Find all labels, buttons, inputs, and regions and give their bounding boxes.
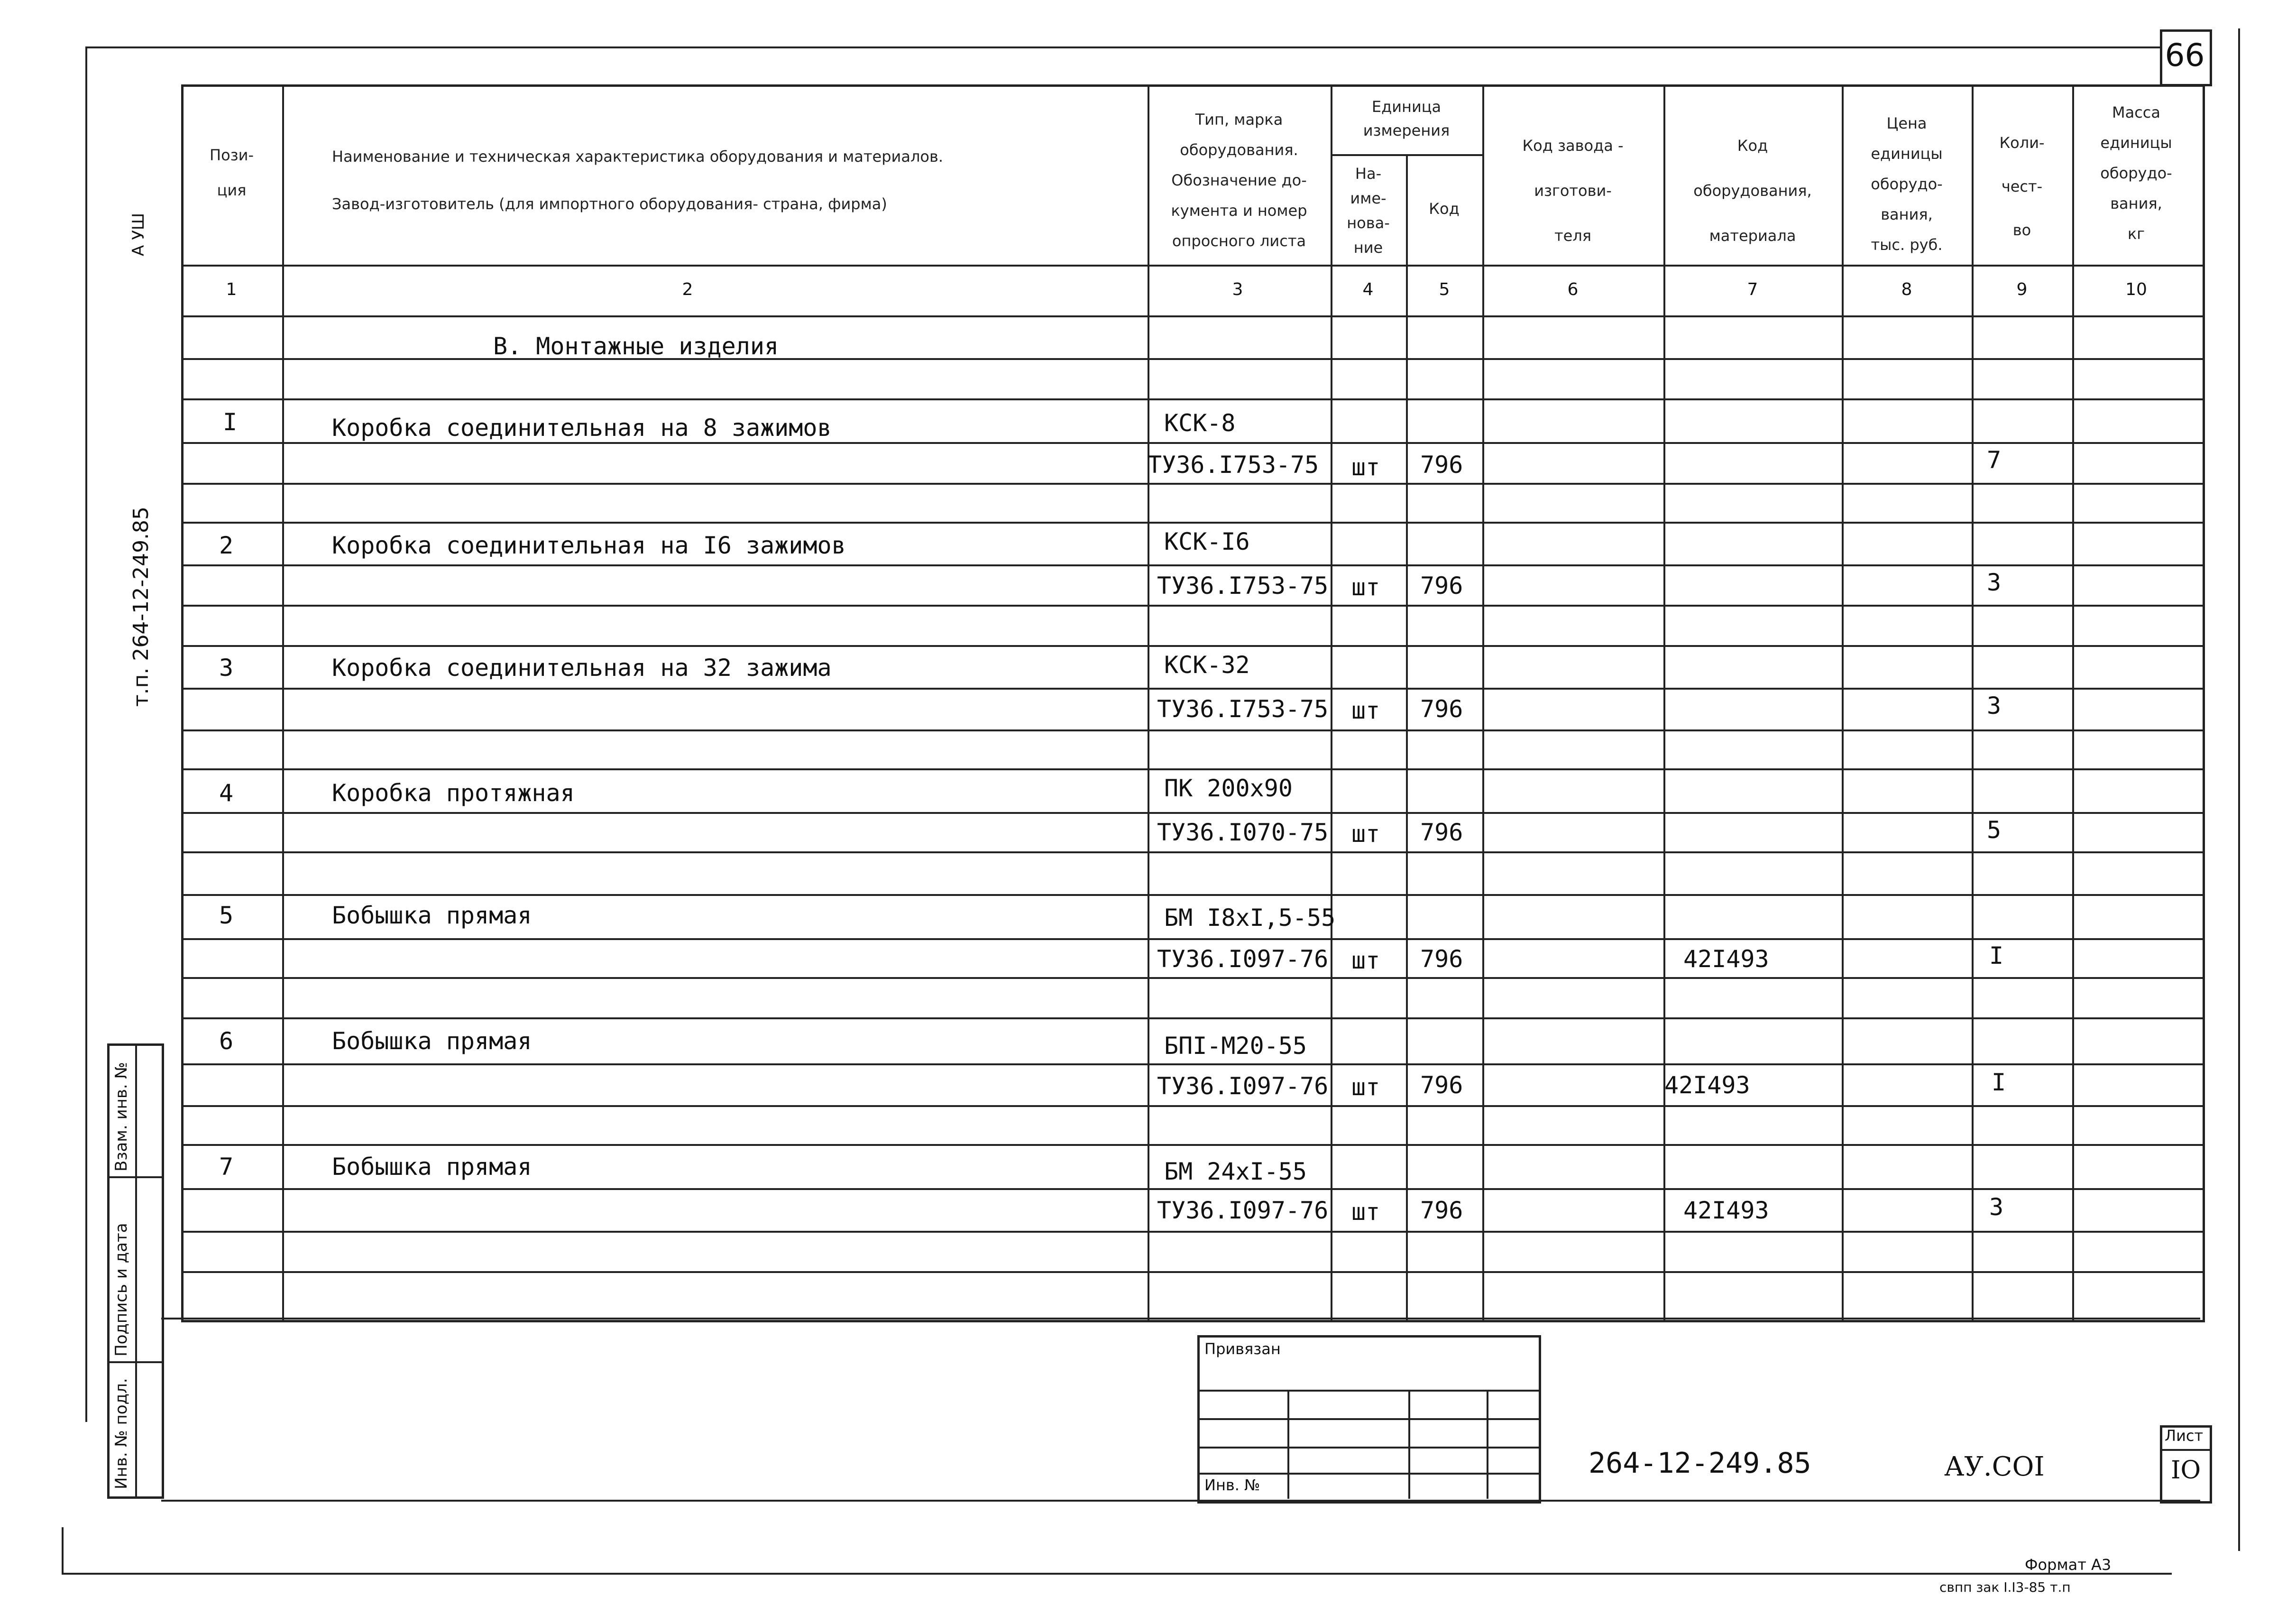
item-pos: 6 <box>219 1027 234 1055</box>
row-line <box>181 398 2204 400</box>
row-line <box>181 442 2204 444</box>
item-doc: ТУ36.I097-76 <box>1157 1197 1329 1224</box>
order-label: свпп зак I.I3-85 т.п <box>1939 1579 2071 1595</box>
row-line <box>181 1271 2204 1273</box>
header-unit-name: На- име- нова- ние <box>1347 165 1390 257</box>
row-line <box>181 768 2204 770</box>
item-qty: 3 <box>1987 692 2002 720</box>
inv-no-label: Инв. № <box>1204 1476 1260 1494</box>
item-unit: шт <box>1351 947 1380 974</box>
header-pos: Пози- ция <box>210 146 254 199</box>
list-number: IO <box>2171 1456 2201 1485</box>
header-factory-code: Код завода - изготови- теля <box>1522 137 1624 245</box>
item-doc: ТУ36.I097-76 <box>1157 945 1329 973</box>
row-line <box>181 1017 2204 1019</box>
item-type: БПI-М20-55 <box>1164 1032 1307 1060</box>
item-mat-code: 42I493 <box>1664 1071 1750 1099</box>
item-name: Коробка соединительная на I6 зажимов <box>332 532 846 559</box>
item-pos: 5 <box>219 902 234 929</box>
header-unit-code: Код <box>1429 200 1460 218</box>
doc-mark: АУ.СОI <box>1944 1451 2045 1482</box>
item-doc: ТУ36.I753-75 <box>1157 695 1329 723</box>
item-unit: шт <box>1351 820 1380 848</box>
item-qty: 3 <box>1989 1193 2004 1221</box>
row-line <box>181 1063 2204 1065</box>
item-doc: ТУ36.I753-75 <box>1148 451 1319 479</box>
list-label: Лист <box>2165 1427 2204 1445</box>
privyazan-divider-1 <box>1287 1390 1289 1499</box>
header-name: Наименование и техническая характеристика оборудования и материалов. Завод-изготовитель (для импортного оборудования- страна, фирма) <box>332 148 943 213</box>
item-name: Коробка соединительная на 8 зажимов <box>332 414 832 442</box>
col-number: 2 <box>682 280 693 299</box>
header-type: Тип, марка оборудования. Обозначение до- кумента и номер опросного листа <box>1171 111 1307 250</box>
col-divider-3 <box>1331 84 1332 1320</box>
format-label: Формат А3 <box>2025 1556 2112 1574</box>
col-divider-5 <box>1482 84 1484 1320</box>
item-unit: шт <box>1351 1073 1380 1101</box>
item-doc: ТУ36.I753-75 <box>1157 572 1329 600</box>
row-line <box>181 1231 2204 1233</box>
privyazan-divider-3 <box>1487 1390 1488 1499</box>
outer-bottom-border <box>62 1573 2172 1575</box>
col-divider-8 <box>1972 84 1974 1320</box>
col-divider-1 <box>282 84 284 1320</box>
privyazan-label: Привязан <box>1204 1340 1281 1358</box>
row-line <box>181 1188 2204 1190</box>
item-name: Коробка соединительная на 32 зажима <box>332 654 832 682</box>
item-unit: шт <box>1351 697 1380 724</box>
header-price: Цена единицы оборудо- вания, тыс. руб. <box>1871 114 1943 254</box>
col-number: 3 <box>1232 280 1243 299</box>
side-stamp-divider <box>135 1043 137 1496</box>
item-qty: 7 <box>1987 446 2002 474</box>
side-stamp-line-2 <box>107 1361 162 1363</box>
list-box-divider <box>2160 1449 2210 1451</box>
col-numbers-bottom-line <box>181 315 2204 317</box>
col-divider-7 <box>1842 84 1844 1320</box>
row-line <box>181 894 2204 896</box>
item-code: 796 <box>1420 1197 1463 1224</box>
col-divider-9 <box>2072 84 2074 1320</box>
outer-left-lower <box>62 1527 64 1573</box>
row-line <box>181 729 2204 731</box>
item-code: 796 <box>1420 1071 1463 1099</box>
item-code: 796 <box>1420 945 1463 973</box>
item-unit: шт <box>1351 573 1380 601</box>
item-name: Бобышка прямая <box>332 1153 532 1181</box>
col-divider-6 <box>1663 84 1665 1320</box>
row-line <box>181 851 2204 853</box>
item-name: Бобышка прямая <box>332 1027 532 1055</box>
row-line <box>181 483 2204 485</box>
item-code: 796 <box>1420 451 1463 479</box>
item-qty: 5 <box>1987 816 2002 844</box>
row-line <box>181 812 2204 814</box>
item-pos: 2 <box>219 532 234 559</box>
item-pos: 4 <box>219 779 234 807</box>
item-doc: ТУ36.I070-75 <box>1157 819 1329 846</box>
item-code: 796 <box>1420 819 1463 846</box>
header-quantity: Коли- чест- во <box>1999 134 2045 239</box>
row-line <box>181 605 2204 607</box>
row-line <box>181 645 2204 647</box>
header-mass: Масса единицы оборудо- вания, кг <box>2100 103 2172 243</box>
item-code: 796 <box>1420 572 1463 600</box>
item-pos: I <box>223 408 238 436</box>
row-line <box>181 522 2204 524</box>
item-type: КСК-8 <box>1164 409 1236 437</box>
item-mat-code: 42I493 <box>1683 945 1769 973</box>
title-block-top <box>161 1318 2200 1320</box>
privyazan-divider-2 <box>1408 1390 1410 1499</box>
row-line <box>181 1144 2204 1146</box>
outer-left-border <box>85 46 87 1422</box>
header-unit: Единица измерения <box>1363 98 1450 139</box>
item-qty: 3 <box>1987 569 2002 596</box>
item-pos: 7 <box>219 1153 234 1181</box>
row-line <box>181 688 2204 690</box>
side-doc-label: т.п. 264-12-249.85 <box>129 506 153 707</box>
item-name: Коробка протяжная <box>332 779 575 807</box>
col-number: 7 <box>1747 280 1758 299</box>
col-divider-2 <box>1148 84 1149 1320</box>
row-line <box>181 564 2204 566</box>
item-type: БМ I8хI,5-55 <box>1164 904 1336 932</box>
col-number: 5 <box>1439 280 1450 299</box>
page-number: 66 <box>2165 37 2205 74</box>
item-name: Бобышка прямая <box>332 902 532 929</box>
header-material-code: Код оборудования, материала <box>1693 137 1812 245</box>
item-qty: I <box>1989 942 2004 969</box>
title-bottom-line <box>161 1500 2200 1502</box>
col-number: 9 <box>2016 280 2028 299</box>
side-volume-label: А УШ <box>129 212 148 256</box>
item-unit: шт <box>1351 453 1380 481</box>
row-line <box>181 977 2204 979</box>
header-bottom-line <box>181 265 2204 267</box>
item-type: ПК 200х90 <box>1164 775 1293 802</box>
side-inv-podl: Инв. № подл. <box>112 1378 131 1489</box>
outer-right-border <box>2238 28 2240 1551</box>
outer-top-border <box>85 46 2160 48</box>
doc-code: 264-12-249.85 <box>1589 1447 1811 1480</box>
col-number: 8 <box>1901 280 1912 299</box>
item-unit: шт <box>1351 1198 1380 1226</box>
col-number: 4 <box>1362 280 1374 299</box>
item-code: 796 <box>1420 695 1463 723</box>
item-type: БМ 24хI-55 <box>1164 1158 1307 1185</box>
side-podpis: Подпись и дата <box>112 1223 131 1356</box>
section-title: В. Монтажные изделия <box>493 332 779 360</box>
col-number: 1 <box>226 280 237 299</box>
row-line <box>181 358 2204 360</box>
item-pos: 3 <box>219 654 234 682</box>
item-qty: I <box>1992 1069 2006 1096</box>
row-line <box>181 1105 2204 1107</box>
item-mat-code: 42I493 <box>1683 1197 1769 1224</box>
side-inv-vzam: Взам. инв. № <box>112 1062 131 1172</box>
col-number: 10 <box>2125 280 2147 299</box>
item-type: КСК-32 <box>1164 651 1250 679</box>
item-type: КСК-I6 <box>1164 528 1250 555</box>
side-stamp-line-1 <box>107 1176 162 1178</box>
col-number: 6 <box>1567 280 1579 299</box>
item-doc: ТУ36.I097-76 <box>1157 1072 1329 1100</box>
row-line <box>181 938 2204 940</box>
